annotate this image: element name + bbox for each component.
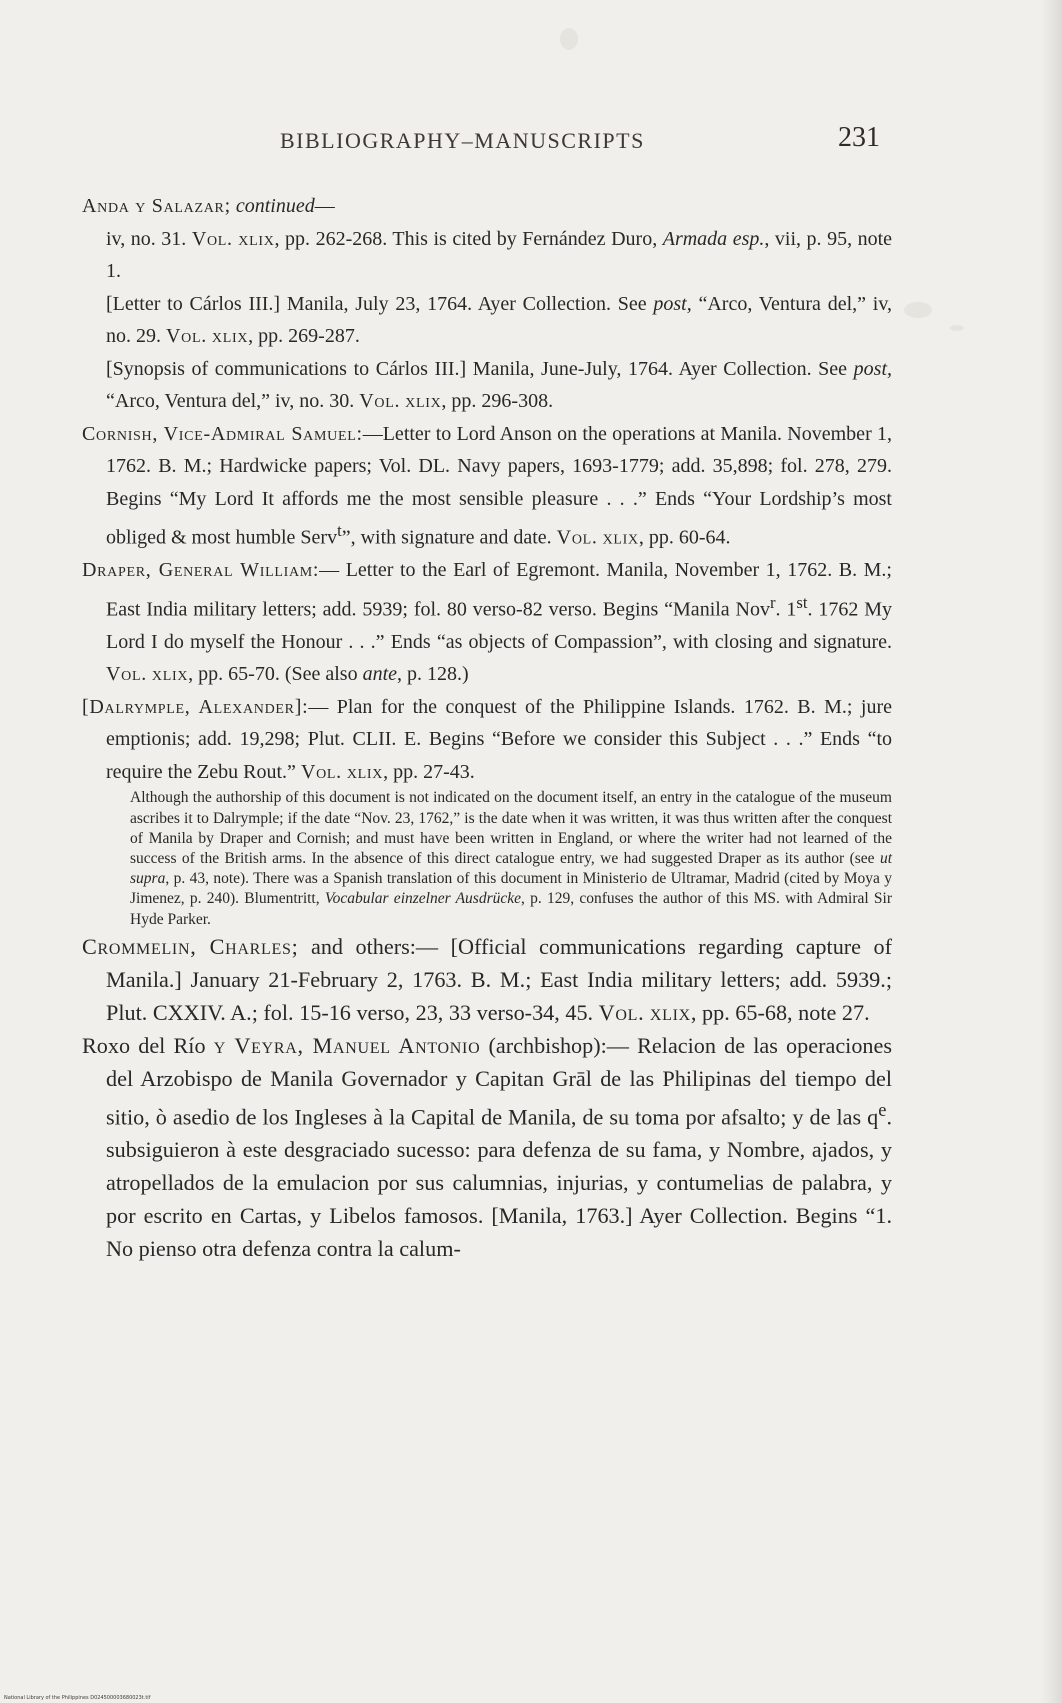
vol-label: Vol. <box>359 390 401 412</box>
entry-text: , pp. 262-268. This is cited by Fernández Duro, <box>274 227 658 250</box>
cross-reference: ante <box>362 663 398 686</box>
entry-text: — Letter to the Earl of Egremont. Manila, November 1, 1762. B. M.; East India military letters; add. 5939; fol. 80 verso-82 verso. Begins “Manila Nov <box>106 559 892 621</box>
entry-author: Roxo del Río <box>82 1032 206 1058</box>
entry-text: — Plan for the conquest of the Philippine Islands. 1762. B. M.; jure emptionis; add. 19,298; Plut. CLII. E. Begins “Before we consider this Subject . . .” Ends “to require the Zebu Rout.” <box>106 695 892 783</box>
entry-cornish <box>82 418 892 555</box>
entry-text: , vii, p. 95, note 1. <box>106 227 893 282</box>
running-head: BIBLIOGRAPHY–MANUSCRIPTS <box>280 128 645 153</box>
entry-anda-letter <box>82 288 892 353</box>
note-text: , p. 129, confuses the author of this MS. with Admiral Sir Hyde Parker. <box>130 890 893 928</box>
vol-number: xlix <box>238 227 275 250</box>
entry-anda <box>82 190 892 288</box>
superscript: r <box>769 592 776 612</box>
vol-label: Vol. <box>300 760 342 783</box>
entry-text: , pp. 269-287. <box>248 325 360 347</box>
entry-text: “Arco, Ventura del,” iv, no. 29. <box>106 292 893 347</box>
vol-label: Vol. <box>106 663 147 686</box>
page-smudge <box>950 325 964 331</box>
page-smudge <box>904 302 932 318</box>
vol-number: xlix <box>602 526 639 549</box>
entry-text: , pp. 65-68, note 27. <box>690 999 870 1025</box>
entry-text: “Arco, Ventura del,” iv, no. 30. <box>106 390 355 412</box>
vol-label: Vol. <box>556 526 598 549</box>
note-text: Although the authorship of this document is not indicated on the document itself, an entry in the catalogue of the museum ascribes it to Dalrymple; if the date “Nov. 23, 1762,” is the date when it was written, it was thus written after the conquest of Manila by Draper and Cornish; and must have been written in England, or where the writer had not learned of the success of the British arms. In the absence of this direct catalogue entry, we had suggested Draper as its author (see <box>130 789 892 867</box>
entry-text: , pp. 296-308. <box>441 390 554 412</box>
entry-author: Anda y Salazar; <box>82 195 231 217</box>
entry-anda-synopsis <box>82 353 892 418</box>
vol-label: Vol. <box>166 325 207 347</box>
entry-text: . subsiguieron à este desgraciado sucesso: para defenza de su fama, y Nombre, ajados, y atropellados de la emulacion por sus calumnias, injurias, y contumelias de palabra, y por escrito en Cartas, y Libelos famosos. [Manila, 1763.] Ayer Collection. Begins “1. No pienso otra defenza contra la calum- <box>106 1104 892 1262</box>
page-smudge <box>560 28 578 50</box>
entry-text: . 1762 My Lord I do myself the Honour . . .” Ends “as objects of Compassion”, with closing and signature. <box>106 598 893 653</box>
entry-text: . 1 <box>775 598 797 621</box>
superscript: st <box>796 592 808 612</box>
entry-text: (archbishop):— Relacion de las operaciones del Arzobispo de Manila Governador y Capitan Grāl de las Philipinas del tiempo del sitio, ò asedio de los Ingleses à la Capital de Manila, de su toma por afsalto; y de las q <box>106 1032 893 1130</box>
entry-author: [Dalrymple, Alexander]: <box>82 695 309 718</box>
superscript: t <box>337 521 342 540</box>
entry-crommelin <box>82 930 892 1029</box>
vol-label: Vol. <box>598 999 645 1025</box>
entry-text: —Letter to Lord Anson on the operations at Manila. November 1, 1762. B. M.; Hardwicke papers; Vol. DL. Navy papers, 1693-1779; add. 35,898; fol. 278, 279. Begins “My Lord It affords me the most sensible pleasure . . .” Ends “Your Lordship’s most obliged & most humble Serv <box>106 422 892 549</box>
entry-text: iv, no. 31. <box>106 227 187 250</box>
note-text: , p. 43, note). There was a Spanish translation of this document in Ministerio de Ultramar, Madrid (cited by Moya y Jimenez, p. 240). Blumentritt, <box>130 870 892 908</box>
entry-author: Draper, General William: <box>82 559 320 582</box>
vol-number: xlix <box>405 390 442 412</box>
entry-roxo <box>82 1029 892 1265</box>
vol-number: xlix <box>151 663 189 686</box>
cross-reference: post, <box>653 292 692 315</box>
vol-number: xlix <box>649 999 691 1025</box>
entry-text: , pp. 27-43. <box>383 760 475 783</box>
vol-label: Vol. <box>191 227 233 250</box>
entry-text: , pp. 65-70. (See also <box>188 663 358 686</box>
vol-number: xlix <box>211 325 249 347</box>
title-reference: Armada esp. <box>662 227 765 250</box>
entry-draper <box>82 554 892 691</box>
footnote-dalrymple <box>82 788 892 929</box>
scan-footer: National Library of the Philippines D024500003680023t.tif <box>4 1695 151 1701</box>
continued-label: continued <box>235 195 315 217</box>
page-edge-shadow <box>1040 0 1062 1703</box>
note-title: Vocabular einzelner Ausdrücke <box>324 890 522 908</box>
vol-number: xlix <box>346 760 384 783</box>
entry-text: [Letter to Cárlos III.] Manila, July 23, 1764. Ayer Collection. See <box>106 292 647 315</box>
superscript: e <box>878 1100 887 1121</box>
entry-text: , pp. 60-64. <box>638 526 731 549</box>
entry-dalrymple <box>82 691 892 789</box>
entry-author: Crommelin, Charles; <box>82 933 299 959</box>
note-reference: ut supra <box>130 849 893 888</box>
cross-reference: post, <box>853 357 892 380</box>
dash: — <box>314 195 335 217</box>
entry-author: y Veyra, Manuel Antonio <box>213 1032 481 1058</box>
entry-text: , p. 128.) <box>397 663 469 686</box>
entry-text: and others:— [Official communications regarding capture of Manila.] January 21-February 2, 1763. B. M.; East India military letters; add. 5939.; Plut. CXXIV. A.; fol. 15-16 verso, 23, 33 verso-34, 45. <box>106 933 893 1025</box>
entry-text: ”, with signature and date. <box>341 526 552 549</box>
entry-text: [Synopsis of communications to Cárlos III.] Manila, June-July, 1764. Ayer Collection. See <box>106 357 848 380</box>
entry-author: Cornish, Vice-Admiral Samuel: <box>82 422 363 445</box>
page-number: 231 <box>838 122 880 153</box>
bibliography-text <box>82 190 892 1265</box>
